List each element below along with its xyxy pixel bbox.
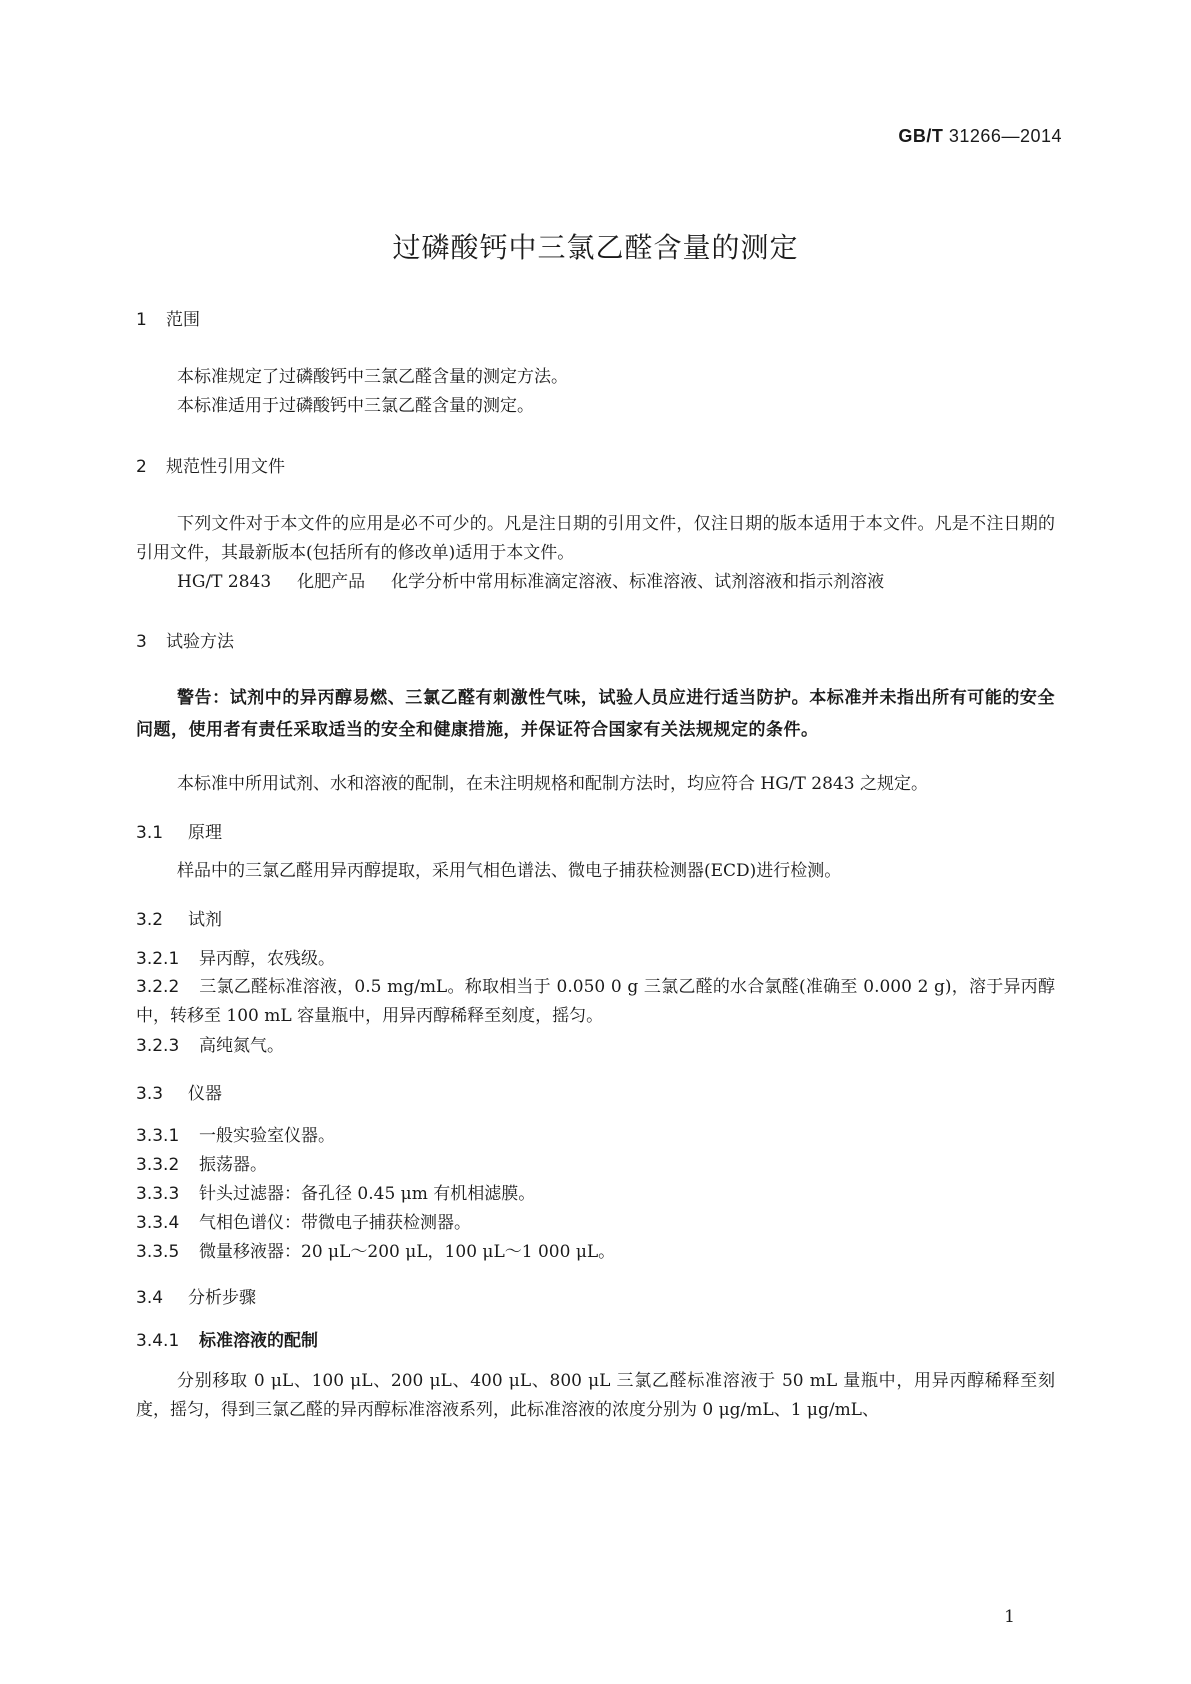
reagent-general-paragraph: 本标准中所用试剂、水和溶液的配制，在未注明规格和配制方法时，均应符合 HG/T 2843 之规定。 (177, 774, 928, 794)
section-3-1-heading (136, 818, 222, 843)
standard-code: 31266—2014 (948, 126, 1062, 146)
normative-references-paragraph: 下列文件对于本文件的应用是必不可少的。凡是注日期的引用文件，仅注日期的版本适用于本文件。凡是不注日期的引用文件，其最新版本(包括所有的修改单)适用于本文件。 (136, 514, 1055, 563)
item-number: 3.2.2 (136, 977, 180, 997)
section-title: 规范性引用文件 (166, 457, 285, 477)
item-number: 3.3.5 (136, 1242, 180, 1262)
section-number: 3 (136, 632, 147, 652)
section-number: 3.2 (136, 910, 164, 930)
section-number: 3.3 (136, 1084, 164, 1104)
standard-number (898, 126, 1062, 147)
section-3-4-heading (136, 1283, 256, 1308)
section-1-heading (136, 305, 200, 330)
section-title: 原理 (188, 823, 222, 843)
item-number: 3.3.3 (136, 1184, 180, 1204)
item-text: 异丙醇，农残级。 (199, 949, 335, 969)
apparatus-item (136, 1179, 535, 1204)
item-number: 3.3.2 (136, 1155, 180, 1175)
standard-solution-paragraph: 分别移取 0 μL、100 μL、200 μL、400 μL、800 μL 三氯乙醛标准溶液于 50 mL 量瓶中，用异丙醇稀释至刻度，摇匀，得到三氯乙醛的异丙醇标准溶液系列，此标准溶液的浓度分别为 0 μg/mL、1 μg/mL、 (136, 1371, 1055, 1420)
item-number: 3.2.3 (136, 1036, 180, 1056)
apparatus-item (136, 1121, 335, 1146)
section-3-4-1-heading (136, 1326, 318, 1351)
scope-paragraph-2: 本标准适用于过磷酸钙中三氯乙醛含量的测定。 (177, 396, 534, 416)
item-text: 一般实验室仪器。 (199, 1126, 335, 1146)
item-text: 微量移液器：20 μL～200 μL，100 μL～1 000 μL。 (199, 1242, 616, 1262)
section-number: 3.4 (136, 1288, 164, 1308)
scope-paragraph-1: 本标准规定了过磷酸钙中三氯乙醛含量的测定方法。 (177, 367, 568, 387)
section-title: 范围 (166, 310, 200, 330)
principle-paragraph: 样品中的三氯乙醛用异丙醇提取，采用气相色谱法、微电子捕获检测器(ECD)进行检测。 (177, 861, 842, 881)
section-number: 3.4.1 (136, 1331, 180, 1351)
item-text: 振荡器。 (199, 1155, 267, 1175)
item-number: 3.2.1 (136, 949, 180, 969)
standard-prefix: GB/T (898, 126, 944, 146)
section-title: 仪器 (188, 1084, 222, 1104)
section-title: 试剂 (188, 910, 222, 930)
item-text: 针头过滤器：备孔径 0.45 μm 有机相滤膜。 (199, 1184, 536, 1204)
item-text: 三氯乙醛标准溶液，0.5 mg/mL。称取相当于 0.050 0 g 三氯乙醛的水合氯醛(准确至 0.000 2 g)，溶于异丙醇中，转移至 100 mL 容量瓶中，用异丙醇稀释至刻度，摇匀。 (136, 977, 1055, 1026)
apparatus-item (136, 1208, 471, 1233)
section-number: 3.1 (136, 823, 164, 843)
reference-category: 化肥产品 (297, 572, 366, 592)
reference-code: HG/T 2843 (177, 572, 272, 592)
apparatus-item (136, 1237, 615, 1262)
section-3-2-heading (136, 905, 222, 930)
item-number: 3.3.4 (136, 1213, 180, 1233)
apparatus-item (136, 1150, 267, 1175)
item-number: 3.3.1 (136, 1126, 180, 1146)
page-number: 1 (1004, 1607, 1015, 1627)
section-3-heading (136, 627, 234, 652)
safety-warning: 警告：试剂中的异丙醇易燃、三氯乙醛有刺激性气味，试验人员应进行适当防护。本标准并未指出所有可能的安全问题，使用者有责任采取适当的安全和健康措施，并保证符合国家有关法规规定的条件。 (136, 688, 1055, 740)
section-2-heading (136, 452, 285, 477)
section-3-3-heading (136, 1079, 222, 1104)
section-number: 1 (136, 310, 147, 330)
reference-title: 化学分析中常用标准滴定溶液、标准溶液、试剂溶液和指示剂溶液 (391, 572, 885, 592)
document-title: 过磷酸钙中三氯乙醛含量的测定 (392, 231, 799, 264)
item-text: 气相色谱仪：带微电子捕获检测器。 (199, 1213, 471, 1233)
reference-entry (177, 567, 910, 592)
section-title: 分析步骤 (188, 1288, 256, 1308)
section-title: 试验方法 (166, 632, 234, 652)
item-text: 高纯氮气。 (199, 1036, 284, 1056)
reagent-item (136, 973, 1055, 1031)
section-number: 2 (136, 457, 147, 477)
reagent-item (136, 1031, 284, 1056)
section-title: 标准溶液的配制 (199, 1331, 318, 1351)
reagent-item (136, 944, 335, 969)
